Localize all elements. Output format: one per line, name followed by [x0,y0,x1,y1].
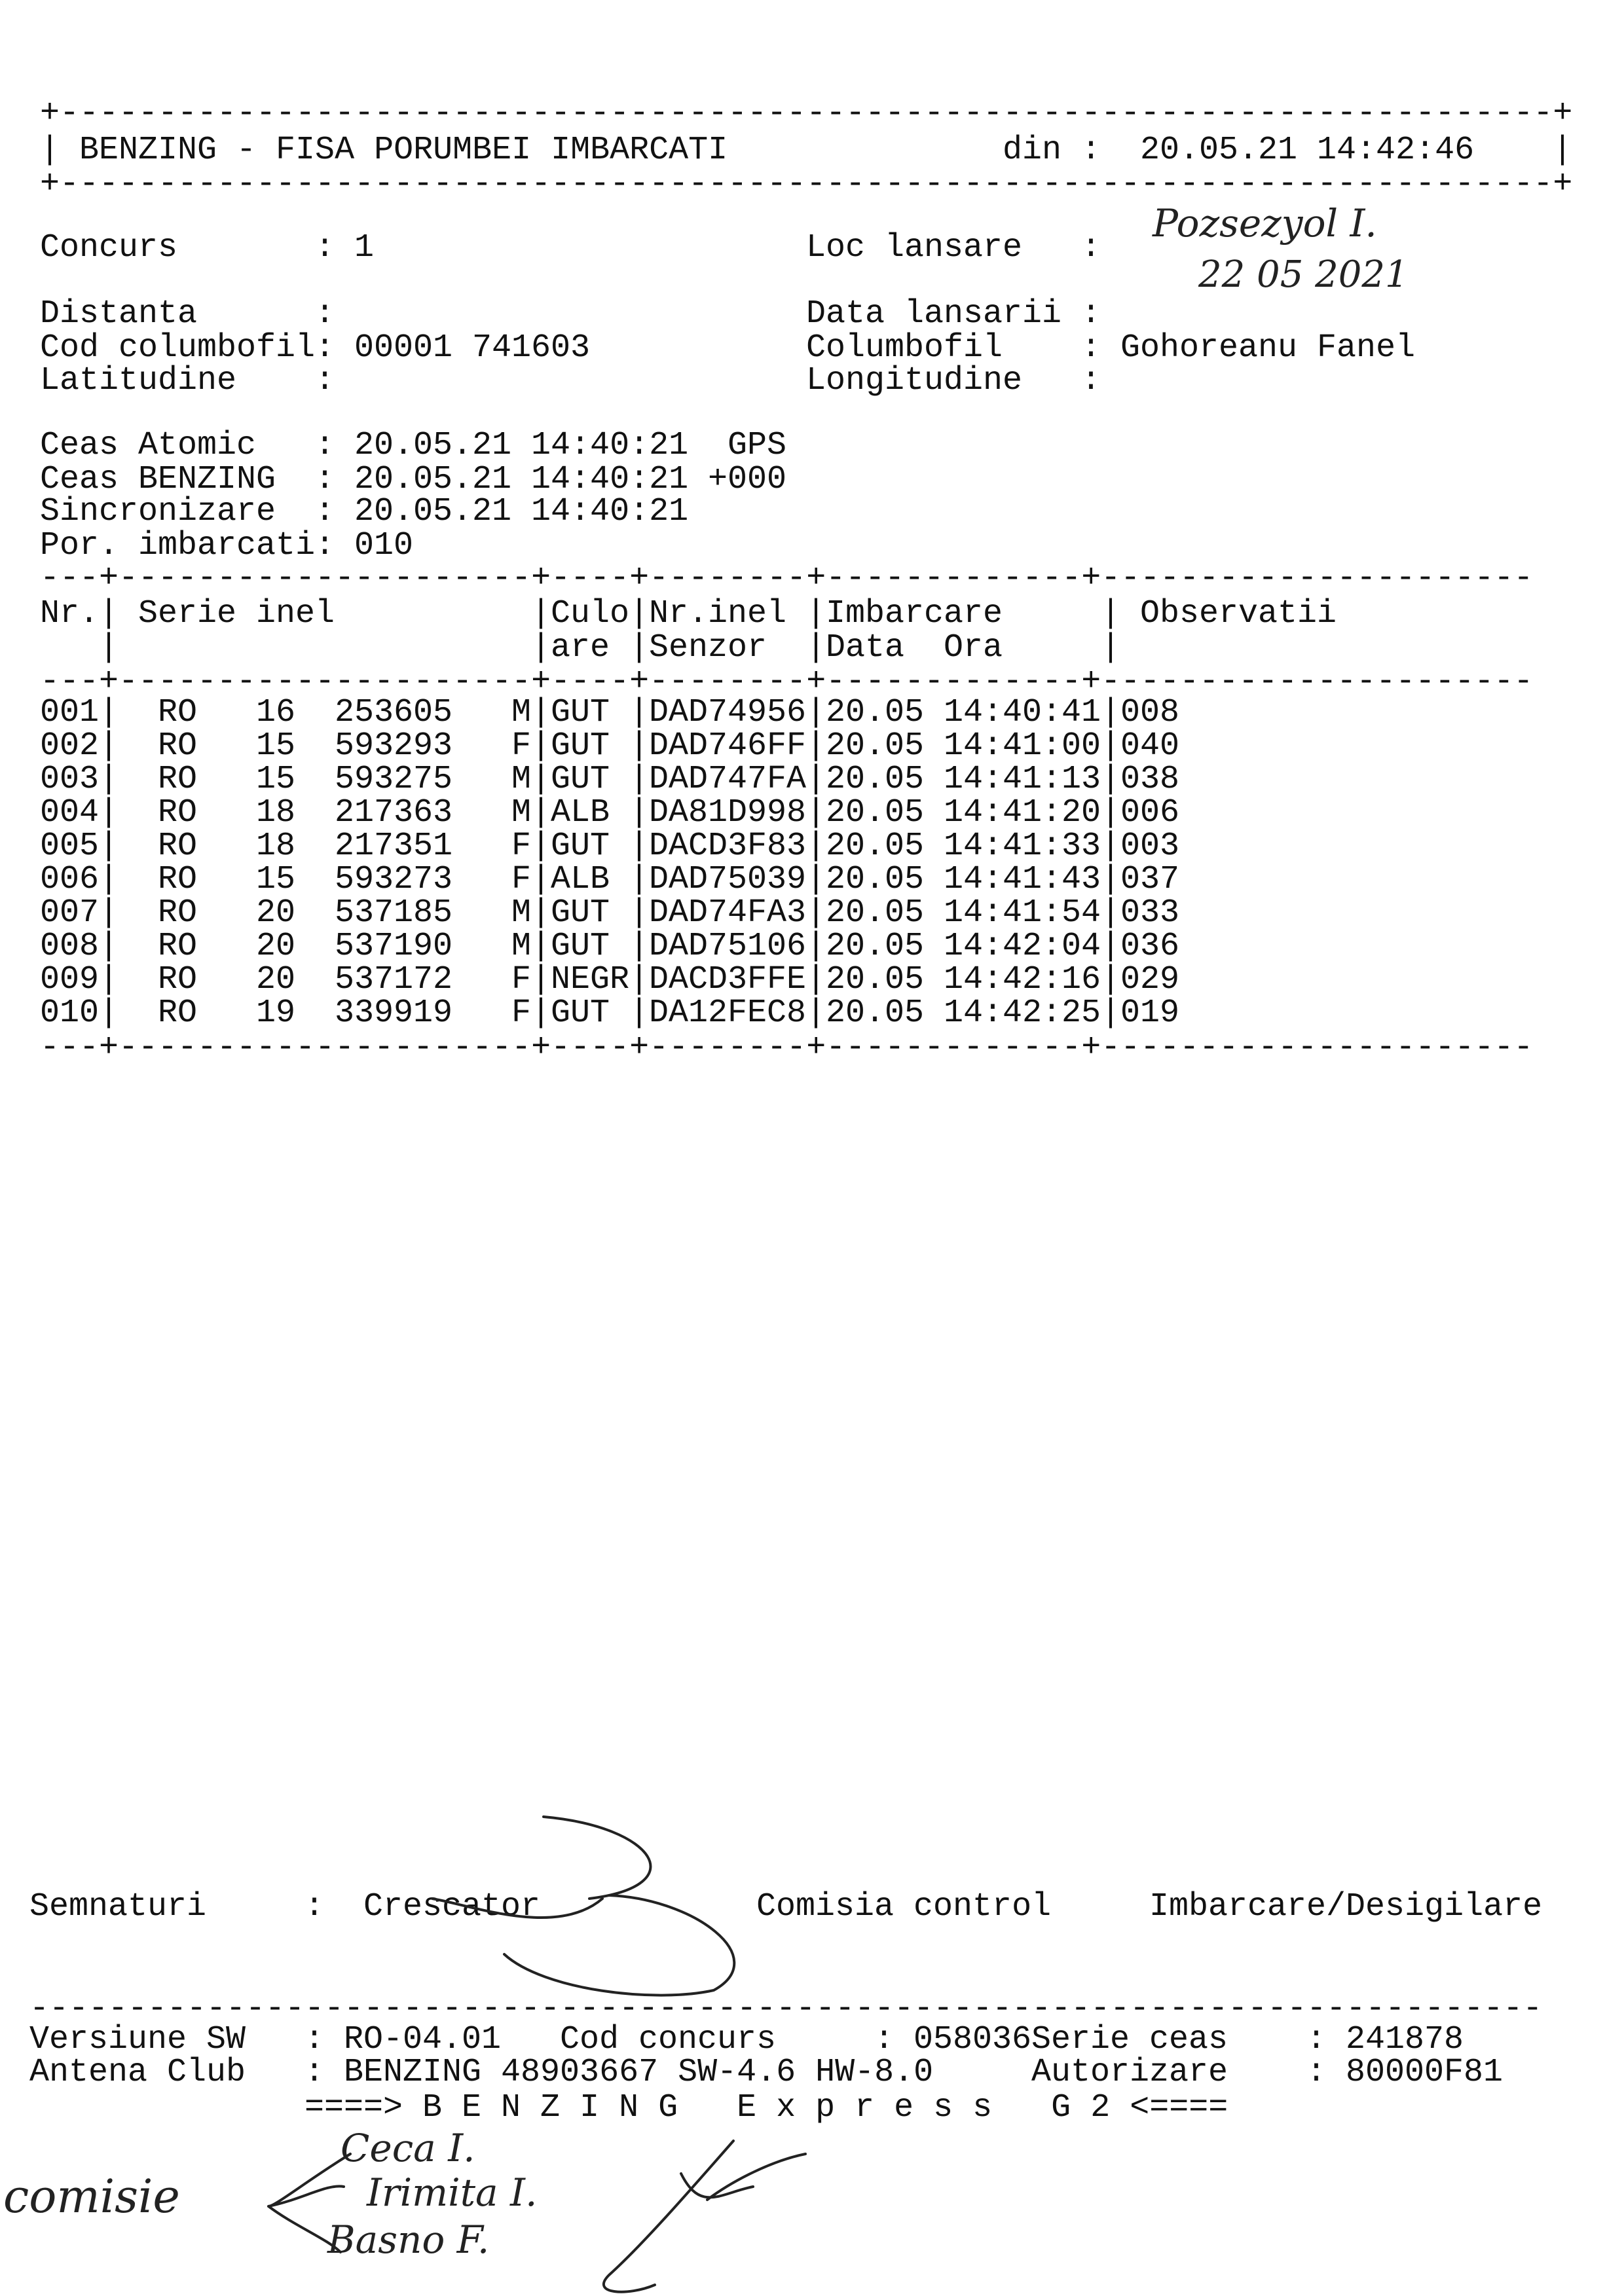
handwritten-loc-lansare: Pozsezyol I. [1153,201,1377,246]
column-divider: | [806,794,826,831]
column-divider: | [806,894,826,932]
column-divider: | [629,894,650,932]
cell-ora: 14:42:04 [944,928,1101,965]
column-divider: | [1101,961,1121,998]
cell-ora: 14:42:16 [944,961,1101,998]
cell-senzor: DACD3FFE [649,961,807,998]
colon: : [1081,229,1101,266]
header-box-top: +----------------------------------------------------------------------------+ [40,95,1573,132]
cell-data: 20.05 [826,961,925,998]
cell-inel: 217363 [335,794,453,831]
column-divider: | [629,861,650,898]
cell-data: 20.05 [826,994,925,1032]
cell-an: 15 [256,861,296,898]
semnaturi-label: Semnaturi [29,1888,207,1925]
cell-inel: 593273 [335,861,453,898]
colon: : [315,493,335,530]
cell-observatii: 038 [1120,761,1180,798]
table-separator: ---+---------------------+----+--------+-------------+---------------------- [40,663,1534,701]
autorizare-label: Autorizare [1031,2054,1228,2091]
column-divider: | [531,595,551,632]
sincronizare-value: 20.05.21 14:40:21 [354,493,689,530]
col-header-culoare: Culo [551,595,630,632]
column-divider: | [531,794,551,831]
colon: : [315,427,335,464]
serie-ceas-value: 241878 [1346,2021,1464,2058]
cell-inel: 537190 [335,928,453,965]
header-box-left: | [40,132,60,169]
cell-tara: RO [158,961,198,998]
column-divider: | [531,861,551,898]
column-divider: | [1101,761,1121,798]
footer-separator: ----------------------------------------------------------------------------- [29,1990,1543,2028]
colon: : [315,461,335,498]
cell-sex: M [511,928,532,965]
cell-inel: 253605 [335,694,453,731]
cell-tara: RO [158,861,198,898]
colon: : [315,329,335,367]
col-header-data-ora: Data Ora [826,629,1003,666]
header-box-bottom: +----------------------------------------------------------------------------+ [40,166,1573,203]
column-divider: | [531,828,551,865]
column-divider: | [1101,794,1121,831]
colon: : [1306,2054,1327,2091]
colon: : [874,2021,895,2058]
cell-culoare: GUT [551,727,610,765]
column-divider: | [99,595,119,632]
cell-nr: 001 [40,694,100,731]
cell-sex: F [511,994,532,1032]
por-imbarcati-value: 010 [354,527,414,564]
versiune-value: RO-04.01 [344,2021,502,2058]
header-box-right: | [1553,132,1573,169]
cell-an: 20 [256,961,296,998]
handwritten-member-2: Irimita I. [367,2170,538,2215]
cell-tara: RO [158,828,198,865]
column-divider: | [1101,595,1121,632]
cell-an: 15 [256,761,296,798]
cell-senzor: DA81D998 [649,794,807,831]
column-divider: | [629,761,650,798]
commission-signature [604,2141,805,2292]
column-divider: | [806,961,826,998]
longitudine-label: Longitudine [806,362,1023,399]
column-divider: | [99,761,119,798]
cell-ora: 14:41:20 [944,794,1101,831]
cod-columbofil-label: Cod columbofil [40,329,316,367]
column-divider: | [806,861,826,898]
table-separator: ---+---------------------+----+--------+-------------+---------------------- [40,560,1534,597]
cell-culoare: ALB [551,794,610,831]
cell-data: 20.05 [826,694,925,731]
cell-observatii: 036 [1120,928,1180,965]
column-divider: | [531,894,551,932]
column-divider: | [531,994,551,1032]
cell-an: 18 [256,828,296,865]
cell-data: 20.05 [826,861,925,898]
col-header-imbarcare: Imbarcare [826,595,1003,632]
column-divider: | [99,861,119,898]
cell-an: 20 [256,894,296,932]
cod-concurs-value: 058036 [913,2021,1032,2058]
colon: : [1081,329,1101,367]
ceas-atomic-value: 20.05.21 14:40:21 [354,427,689,464]
cell-nr: 004 [40,794,100,831]
column-divider: | [99,928,119,965]
cell-nr: 007 [40,894,100,932]
colon: : [1081,362,1101,399]
cell-ora: 14:41:54 [944,894,1101,932]
column-divider: | [806,928,826,965]
cod-columbofil-value: 00001 741603 [354,329,591,367]
cell-observatii: 040 [1120,727,1180,765]
benzing-express-banner: ====> B E N Z I N G E x p r e s s G 2 <==== [304,2089,1228,2126]
column-divider: | [1101,894,1121,932]
versiune-label: Versiune SW [29,2021,246,2058]
column-divider: | [531,761,551,798]
cell-an: 18 [256,794,296,831]
comisia-control-label: Comisia control [756,1888,1052,1925]
cell-ora: 14:41:00 [944,727,1101,765]
por-imbarcati-label: Por. imbarcati [40,527,316,564]
cell-culoare: GUT [551,928,610,965]
colon: : [1306,2021,1327,2058]
cell-observatii: 008 [1120,694,1180,731]
col-header-serie: Serie inel [138,595,335,632]
cell-sex: F [511,961,532,998]
column-divider: | [1101,994,1121,1032]
column-divider: | [1101,828,1121,865]
column-divider: | [629,595,650,632]
colon: : [315,295,335,333]
cell-culoare: GUT [551,694,610,731]
cell-data: 20.05 [826,928,925,965]
cell-inel: 339919 [335,994,453,1032]
columbofil-label: Columbofil [806,329,1003,367]
cell-nr: 003 [40,761,100,798]
column-divider: | [629,794,650,831]
cell-ora: 14:41:33 [944,828,1101,865]
cell-ora: 14:41:43 [944,861,1101,898]
latitudine-label: Latitudine [40,362,237,399]
column-divider: | [629,828,650,865]
cell-sex: M [511,794,532,831]
cell-observatii: 029 [1120,961,1180,998]
column-divider: | [1101,694,1121,731]
column-divider: | [99,694,119,731]
cell-an: 15 [256,727,296,765]
table-separator: ---+---------------------+----+--------+-------------+---------------------- [40,1029,1534,1066]
cell-sex: M [511,894,532,932]
column-divider: | [99,828,119,865]
cod-concurs-label: Cod concurs [560,2021,777,2058]
column-divider: | [531,694,551,731]
cell-tara: RO [158,794,198,831]
din-value: 20.05.21 14:42:46 [1140,132,1475,169]
cell-data: 20.05 [826,794,925,831]
cell-an: 19 [256,994,296,1032]
column-divider: | [629,928,650,965]
data-lansarii-label: Data lansarii [806,295,1062,333]
cell-tara: RO [158,994,198,1032]
document-title: BENZING - FISA PORUMBEI IMBARCATI [79,132,728,169]
cell-inel: 593275 [335,761,453,798]
cell-senzor: DACD3F83 [649,828,807,865]
column-divider: | [531,727,551,765]
cell-tara: RO [158,727,198,765]
cell-observatii: 019 [1120,994,1180,1032]
colon: : [315,362,335,399]
col-header-nr: Nr. [40,595,100,632]
cell-tara: RO [158,694,198,731]
cell-senzor: DA12FEC8 [649,994,807,1032]
crescator-signature [432,1817,734,1995]
cell-inel: 593293 [335,727,453,765]
antena-label: Antena Club [29,2054,246,2091]
cell-sex: F [511,727,532,765]
colon: : [315,527,335,564]
column-divider: | [629,727,650,765]
cell-inel: 537185 [335,894,453,932]
column-divider: | [531,961,551,998]
colon: : [304,1888,325,1925]
cell-data: 20.05 [826,761,925,798]
cell-senzor: DAD75039 [649,861,807,898]
serie-ceas-label: Serie ceas [1031,2021,1228,2058]
cell-nr: 008 [40,928,100,965]
column-divider: | [1101,928,1121,965]
cell-sex: M [511,761,532,798]
cell-tara: RO [158,928,198,965]
ceas-benzing-value: 20.05.21 14:40:21 [354,461,689,498]
cell-sex: F [511,861,532,898]
column-divider: | [99,629,119,666]
column-divider: | [806,694,826,731]
loc-lansare-label: Loc lansare [806,229,1023,266]
concurs-label: Concurs [40,229,178,266]
cell-culoare: GUT [551,761,610,798]
col-header-senzor: Nr.inel [649,595,787,632]
cell-an: 20 [256,928,296,965]
cell-senzor: DAD747FA [649,761,807,798]
column-divider: | [531,928,551,965]
sincronizare-label: Sincronizare [40,493,276,530]
colon: : [304,2054,325,2091]
columbofil-value: Gohoreanu Fanel [1120,329,1416,367]
column-divider: | [806,828,826,865]
cell-tara: RO [158,894,198,932]
concurs-value: 1 [354,229,375,266]
cell-culoare: GUT [551,894,610,932]
antena-value: BENZING 48903667 SW-4.6 HW-8.0 [344,2054,934,2091]
cell-an: 16 [256,694,296,731]
colon: : [315,229,335,266]
crescator-label: Crescator [363,1888,541,1925]
din-label: din : [1003,132,1101,169]
distanta-label: Distanta [40,295,198,333]
cell-ora: 14:40:41 [944,694,1101,731]
cell-inel: 217351 [335,828,453,865]
colon: : [1081,295,1101,333]
cell-ora: 14:41:13 [944,761,1101,798]
cell-observatii: 006 [1120,794,1180,831]
ceas-benzing-suffix: +000 [708,461,787,498]
cell-senzor: DAD746FF [649,727,807,765]
column-divider: | [99,961,119,998]
cell-culoare: GUT [551,828,610,865]
cell-data: 20.05 [826,828,925,865]
ceas-atomic-suffix: GPS [728,427,787,464]
handwritten-member-1: Ceca I. [341,2126,475,2170]
cell-observatii: 033 [1120,894,1180,932]
handwritten-member-3: Basno F. [327,2217,490,2262]
ceas-benzing-label: Ceas BENZING [40,461,276,498]
cell-sex: F [511,828,532,865]
cell-senzor: DAD75106 [649,928,807,965]
col-header-culoare-2: are [551,629,610,666]
autorizare-value: 80000F81 [1346,2054,1504,2091]
cell-inel: 537172 [335,961,453,998]
cell-data: 20.05 [826,727,925,765]
cell-nr: 005 [40,828,100,865]
column-divider: | [806,761,826,798]
column-divider: | [531,629,551,666]
cell-ora: 14:42:25 [944,994,1101,1032]
cell-culoare: GUT [551,994,610,1032]
col-header-observatii: Observatii [1140,595,1337,632]
cell-nr: 009 [40,961,100,998]
cell-observatii: 003 [1120,828,1180,865]
cell-sex: M [511,694,532,731]
cell-culoare: NEGR [551,961,630,998]
cell-observatii: 037 [1120,861,1180,898]
column-divider: | [1101,727,1121,765]
cell-senzor: DAD74FA3 [649,894,807,932]
cell-nr: 010 [40,994,100,1032]
column-divider: | [806,629,826,666]
column-divider: | [629,994,650,1032]
cell-senzor: DAD74956 [649,694,807,731]
cell-nr: 006 [40,861,100,898]
colon: : [304,2021,325,2058]
cell-data: 20.05 [826,894,925,932]
handwritten-data-lansarii: 22 05 2021 [1198,253,1409,296]
cell-culoare: ALB [551,861,610,898]
ceas-atomic-label: Ceas Atomic [40,427,257,464]
cell-tara: RO [158,761,198,798]
column-divider: | [629,961,650,998]
handwritten-comisie: comisie [3,2170,180,2223]
col-header-senzor-2: Senzor [649,629,767,666]
column-divider: | [1101,861,1121,898]
column-divider: | [806,994,826,1032]
column-divider: | [99,894,119,932]
column-divider: | [629,694,650,731]
column-divider: | [99,994,119,1032]
column-divider: | [99,794,119,831]
column-divider: | [629,629,650,666]
column-divider: | [99,727,119,765]
column-divider: | [806,595,826,632]
imbarcare-desigilare-label: Imbarcare/Desigilare [1149,1888,1543,1925]
column-divider: | [806,727,826,765]
cell-nr: 002 [40,727,100,765]
column-divider: | [1101,629,1121,666]
